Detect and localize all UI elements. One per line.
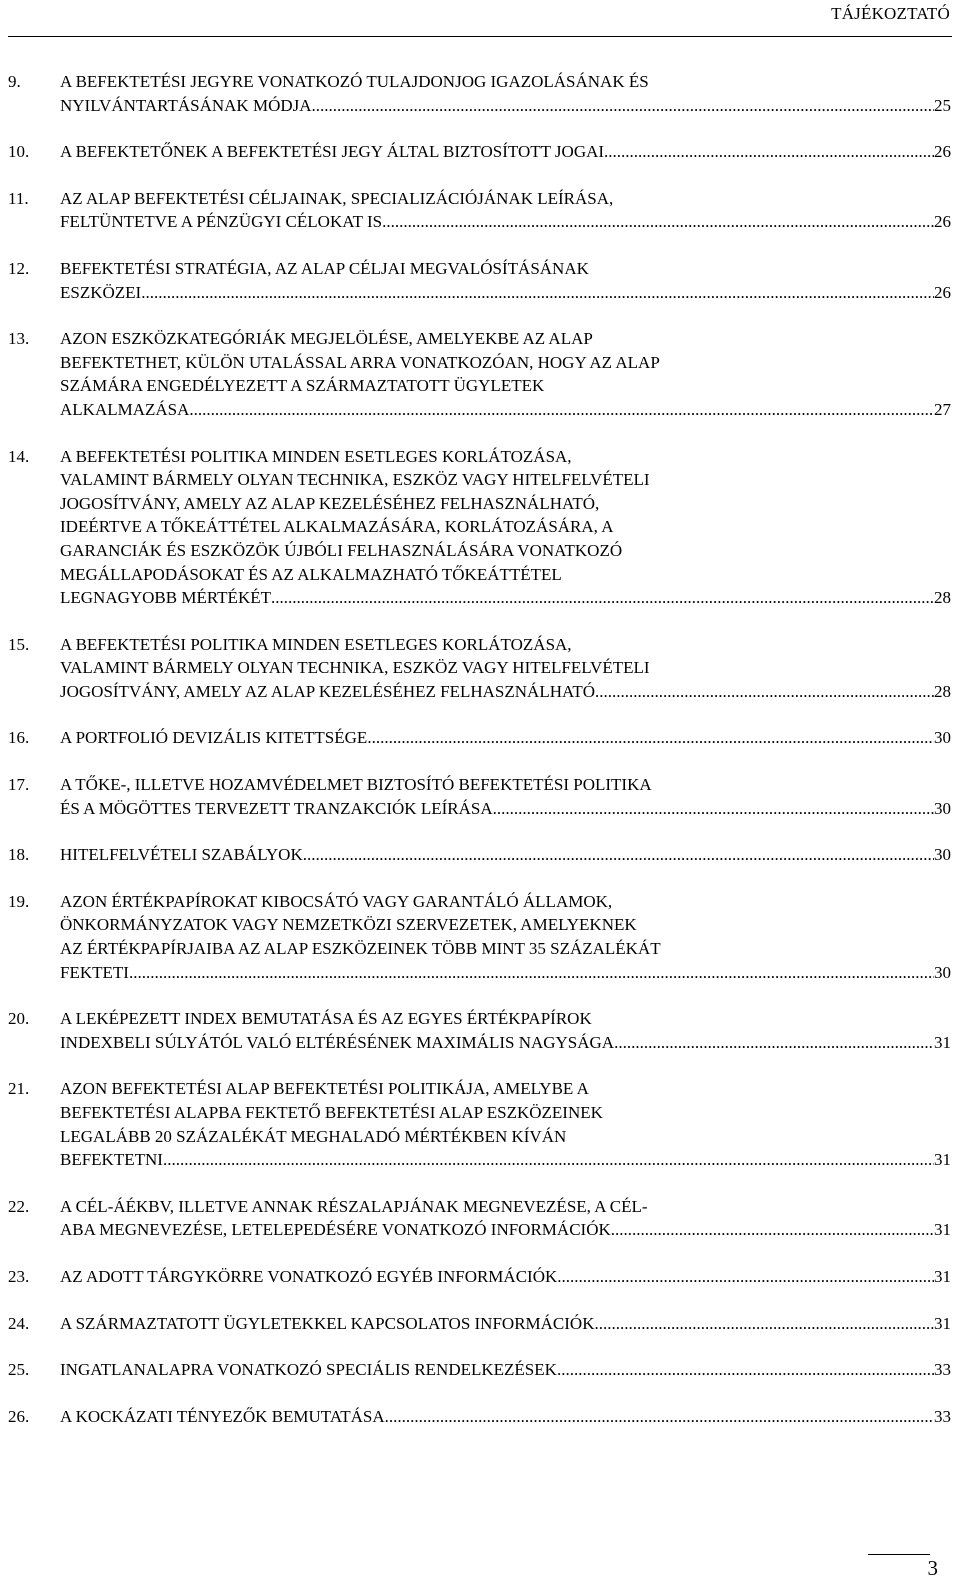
- toc-entry-title: [60, 773, 951, 820]
- toc-entry-page[interactable]: 33: [934, 1406, 951, 1426]
- toc-entry-number: 11.: [8, 188, 29, 208]
- toc-entry-last-line: [60, 1218, 951, 1242]
- toc-entry-title-line: ÉS A MÖGÖTTES TERVEZETT TRANZAKCIÓK LEÍRÁSA: [60, 798, 493, 818]
- toc-entry-title-line: ÖNKORMÁNYZATOK VAGY NEMZETKÖZI SZERVEZETEK, AMELYEKNEK: [60, 915, 637, 935]
- toc-entry-number: 17.: [8, 775, 30, 795]
- toc-entry-title-line: A BEFEKTETÉSI POLITIKA MINDEN ESETLEGES KORLÁTOZÁSA,: [60, 634, 572, 654]
- toc-entry-title-line: A PORTFOLIÓ DEVIZÁLIS KITETTSÉGE: [60, 728, 368, 748]
- toc-entry[interactable]: [8, 1195, 951, 1242]
- toc-entry-number: 14.: [8, 446, 30, 466]
- toc-entry[interactable]: [8, 1405, 951, 1429]
- toc-entry-last-line: [60, 1148, 951, 1172]
- dot-leader: [129, 961, 934, 985]
- toc-entry-last-line: [60, 398, 951, 422]
- toc-entry-title-line: BEFEKTETHET, KÜLÖN UTALÁSSAL ARRA VONATKOZÓAN, HOGY AZ ALAP: [60, 352, 660, 372]
- toc-entry-page[interactable]: 28: [934, 681, 951, 701]
- toc-entry-title: [60, 890, 951, 984]
- toc-entry-page[interactable]: 31: [934, 1313, 951, 1333]
- toc-entry-title-line: BEFEKTETÉSI STRATÉGIA, AZ ALAP CÉLJAI MEGVALÓSÍTÁSÁNAK: [60, 258, 589, 278]
- toc-entry-title-line: VALAMINT BÁRMELY OLYAN TECHNIKA, ESZKÖZ VAGY HITELFELVÉTELI: [60, 470, 650, 490]
- toc-entry-number: 18.: [8, 845, 30, 865]
- toc-entry-title-line: ALKALMAZÁSA: [60, 399, 190, 419]
- toc-entry[interactable]: [8, 633, 951, 704]
- toc-entry-last-line: [60, 1312, 951, 1336]
- toc-entry-page[interactable]: 26: [934, 282, 951, 302]
- toc-entry-title-line: BEFEKTETNI: [60, 1150, 163, 1170]
- toc-entry-number: 21.: [8, 1079, 30, 1099]
- toc-entry-title-line: LEGALÁBB 20 SZÁZALÉKÁT MEGHALADÓ MÉRTÉKBEN KÍVÁN: [60, 1126, 567, 1146]
- toc-entry-title-line: A SZÁRMAZTATOTT ÜGYLETEKKEL KAPCSOLATOS INFORMÁCIÓK: [60, 1313, 595, 1333]
- dot-leader: [614, 1031, 934, 1055]
- toc-entry-page[interactable]: 28: [934, 588, 951, 608]
- toc-entry-last-line: [60, 1265, 951, 1289]
- toc-entry-title-line: A TŐKE-, ILLETVE HOZAMVÉDELMET BIZTOSÍTÓ BEFEKTETÉSI POLITIKA: [60, 775, 652, 795]
- toc-entry-title: [60, 633, 951, 704]
- toc-entry-title-line: MEGÁLLAPODÁSOKAT ÉS AZ ALKALMAZHATÓ TŐKEÁTTÉTEL: [60, 564, 562, 584]
- toc-entry-title-line: AZON BEFEKTETÉSI ALAP BEFEKTETÉSI POLITIKÁJA, AMELYBE A: [60, 1079, 589, 1099]
- toc-entry-number: 16.: [8, 728, 30, 748]
- toc-entry-last-line: [60, 94, 951, 118]
- toc-entry-title: [60, 257, 951, 304]
- toc-entry-title-line: GARANCIÁK ÉS ESZKÖZÖK ÚJBÓLI FELHASZNÁLÁSÁRA VONATKOZÓ: [60, 540, 623, 560]
- dot-leader: [271, 586, 934, 610]
- toc-entry-title-line: SZÁMÁRA ENGEDÉLYEZETT A SZÁRMAZTATOTT ÜGYLETEK: [60, 376, 545, 396]
- toc-entry-page[interactable]: 30: [934, 798, 951, 818]
- toc-entry-page[interactable]: 30: [934, 962, 951, 982]
- toc-entry-page[interactable]: 31: [934, 1220, 951, 1240]
- toc-entry-title-line: AZ ÉRTÉKPAPÍRJAIBA AZ ALAP ESZKÖZEINEK TÖBB MINT 35 SZÁZALÉKÁT: [60, 939, 661, 959]
- toc-entry[interactable]: [8, 1358, 951, 1382]
- toc-entry-number: 24.: [8, 1313, 30, 1333]
- toc-entry-last-line: [60, 1405, 951, 1429]
- toc-entry-number: 25.: [8, 1360, 30, 1380]
- toc-entry[interactable]: [8, 1007, 951, 1054]
- dot-leader: [493, 797, 934, 821]
- page-number: 3: [927, 1556, 938, 1580]
- toc-entry-title: [60, 70, 951, 117]
- toc-entry-title: [60, 445, 951, 610]
- dot-leader: [604, 140, 934, 164]
- dot-leader: [312, 94, 934, 118]
- page-header-title: TÁJÉKOZTATÓ: [831, 4, 950, 23]
- toc-entry-title: [60, 726, 951, 750]
- toc-entry-title-line: ESZKÖZEI: [60, 282, 142, 302]
- toc-entry-page[interactable]: 26: [934, 142, 951, 162]
- toc-entry[interactable]: [8, 773, 951, 820]
- toc-entry[interactable]: [8, 70, 951, 117]
- toc-entry-title-line: VALAMINT BÁRMELY OLYAN TECHNIKA, ESZKÖZ VAGY HITELFELVÉTELI: [60, 658, 650, 678]
- toc-entry-title: [60, 1358, 951, 1382]
- toc-entry-title-line: LEGNAGYOBB MÉRTÉKÉT: [60, 588, 271, 608]
- dot-leader: [163, 1148, 934, 1172]
- toc-entry[interactable]: [8, 445, 951, 610]
- toc-entry-page[interactable]: 31: [934, 1266, 951, 1286]
- toc-entry-title-line: AZON ESZKÖZKATEGÓRIÁK MEGJELÖLÉSE, AMELYEKBE AZ ALAP: [60, 329, 593, 349]
- toc-entry-number: 15.: [8, 634, 30, 654]
- toc-entry-page[interactable]: 27: [934, 399, 951, 419]
- toc-entry-title-line: A KOCKÁZATI TÉNYEZŐK BEMUTATÁSA: [60, 1406, 385, 1426]
- toc-entry-title-line: JOGOSÍTVÁNY, AMELY AZ ALAP KEZELÉSÉHEZ FELHASZNÁLHATÓ,: [60, 493, 600, 513]
- dot-leader: [595, 680, 934, 704]
- toc-entry[interactable]: [8, 187, 951, 234]
- toc-entry-page[interactable]: 25: [934, 95, 951, 115]
- dot-leader: [141, 281, 934, 305]
- toc-entry[interactable]: [8, 257, 951, 304]
- dot-leader: [367, 726, 934, 750]
- toc-entry-title-line: A LEKÉPEZETT INDEX BEMUTATÁSA ÉS AZ EGYES ÉRTÉKPAPÍROK: [60, 1009, 592, 1029]
- toc-entry[interactable]: [8, 1312, 951, 1336]
- toc-entry-title-line: INDEXBELI SÚLYÁTÓL VALÓ ELTÉRÉSÉNEK MAXIMÁLIS NAGYSÁGA: [60, 1032, 615, 1052]
- toc-entry[interactable]: [8, 843, 951, 867]
- toc-entry-number: 12.: [8, 258, 30, 278]
- toc-entry-page[interactable]: 30: [934, 728, 951, 748]
- toc-entry[interactable]: [8, 140, 951, 164]
- toc-entry-title-line: BEFEKTETÉSI ALAPBA FEKTETŐ BEFEKTETÉSI ALAP ESZKÖZEINEK: [60, 1103, 603, 1122]
- toc-entry-number: 19.: [8, 891, 30, 911]
- toc-entry-title: [60, 187, 951, 234]
- dot-leader: [594, 1312, 934, 1336]
- toc-entry-title: [60, 1265, 951, 1289]
- toc-entry-last-line: [60, 726, 951, 750]
- toc-entry-title: [60, 1007, 951, 1054]
- toc-entry-page[interactable]: 31: [934, 1032, 951, 1052]
- toc-entry-last-line: [60, 843, 951, 867]
- toc-entry-title: [60, 843, 951, 867]
- toc-entry[interactable]: [8, 890, 951, 984]
- toc-entry-title-line: FELTÜNTETVE A PÉNZÜGYI CÉLOKAT IS: [60, 212, 383, 232]
- toc-entry-title-line: A BEFEKTETŐNEK A BEFEKTETÉSI JEGY ÁLTAL BIZTOSÍTOTT JOGAI: [60, 142, 605, 162]
- dot-leader: [611, 1218, 934, 1242]
- toc-entry[interactable]: [8, 726, 951, 750]
- toc-entry-title-line: A CÉL-ÁÉKBV, ILLETVE ANNAK RÉSZALAPJÁNAK MEGNEVEZÉSE, A CÉL-: [60, 1196, 648, 1216]
- toc-entry-number: 20.: [8, 1009, 30, 1029]
- toc-entry-title: [60, 140, 951, 164]
- toc-entry-page[interactable]: 31: [934, 1150, 951, 1170]
- toc-entry-number: 22.: [8, 1196, 30, 1216]
- toc-entry-title-line: NYILVÁNTARTÁSÁNAK MÓDJA: [60, 95, 312, 115]
- toc-entry-title: [60, 1195, 951, 1242]
- footer-divider: [868, 1554, 930, 1555]
- toc-entry-last-line: [60, 1358, 951, 1382]
- toc-entry-last-line: [60, 680, 951, 704]
- toc-entry-title-line: HITELFELVÉTELI SZABÁLYOK: [60, 845, 303, 865]
- dot-leader: [557, 1265, 934, 1289]
- toc-entry-title-line: IDEÉRTVE A TŐKEÁTTÉTEL ALKALMAZÁSÁRA, KORLÁTOZÁSÁRA, A: [60, 517, 614, 537]
- dot-leader: [382, 210, 934, 234]
- toc-entry-number: 10.: [8, 142, 30, 162]
- dot-leader: [557, 1358, 934, 1382]
- toc-entry-number: 13.: [8, 329, 30, 349]
- toc-entry-title-line: AZON ÉRTÉKPAPÍROKAT KIBOCSÁTÓ VAGY GARANTÁLÓ ÁLLAMOK,: [60, 891, 613, 911]
- toc-entry-title-line: JOGOSÍTVÁNY, AMELY AZ ALAP KEZELÉSÉHEZ FELHASZNÁLHATÓ: [60, 681, 596, 701]
- toc-entry-number: 23.: [8, 1266, 30, 1286]
- toc-entry-page[interactable]: 26: [934, 212, 951, 232]
- dot-leader: [385, 1405, 934, 1429]
- toc-entry-title: [60, 327, 951, 421]
- dot-leader: [303, 843, 934, 867]
- toc-entry-title-line: A BEFEKTETÉSI JEGYRE VONATKOZÓ TULAJDONJOG IGAZOLÁSÁNAK ÉS: [60, 72, 649, 91]
- toc-entry-last-line: [60, 586, 951, 610]
- table-of-contents: [8, 70, 951, 1451]
- toc-entry-title: [60, 1405, 951, 1429]
- toc-entry-title-line: A BEFEKTETÉSI POLITIKA MINDEN ESETLEGES KORLÁTOZÁSA,: [60, 446, 572, 466]
- toc-entry-title: [60, 1312, 951, 1336]
- toc-entry-page[interactable]: 33: [934, 1360, 951, 1380]
- toc-entry-title: [60, 1077, 951, 1171]
- toc-entry[interactable]: [8, 1077, 951, 1171]
- header-divider: [8, 36, 952, 37]
- toc-entry-number: 26.: [8, 1406, 30, 1426]
- toc-entry-title-line: FEKTETI: [60, 962, 129, 982]
- toc-entry-last-line: [60, 1031, 951, 1055]
- toc-entry-last-line: [60, 281, 951, 305]
- toc-entry-last-line: [60, 210, 951, 234]
- toc-entry-title-line: INGATLANALAPRA VONATKOZÓ SPECIÁLIS RENDELKEZÉSEK: [60, 1360, 557, 1380]
- toc-entry-number: 9.: [8, 72, 21, 91]
- toc-entry-title-line: ABA MEGNEVEZÉSE, LETELEPEDÉSÉRE VONATKOZÓ INFORMÁCIÓK: [60, 1220, 611, 1240]
- toc-entry-title-line: AZ ADOTT TÁRGYKÖRRE VONATKOZÓ EGYÉB INFORMÁCIÓK: [60, 1266, 558, 1286]
- toc-entry[interactable]: [8, 327, 951, 421]
- toc-entry-page[interactable]: 30: [934, 845, 951, 865]
- toc-entry-last-line: [60, 797, 951, 821]
- toc-entry-title-line: AZ ALAP BEFEKTETÉSI CÉLJAINAK, SPECIALIZÁCIÓJÁNAK LEÍRÁSA,: [60, 188, 614, 208]
- dot-leader: [189, 398, 934, 422]
- toc-entry-last-line: [60, 961, 951, 985]
- toc-entry-last-line: [60, 140, 951, 164]
- toc-entry[interactable]: [8, 1265, 951, 1289]
